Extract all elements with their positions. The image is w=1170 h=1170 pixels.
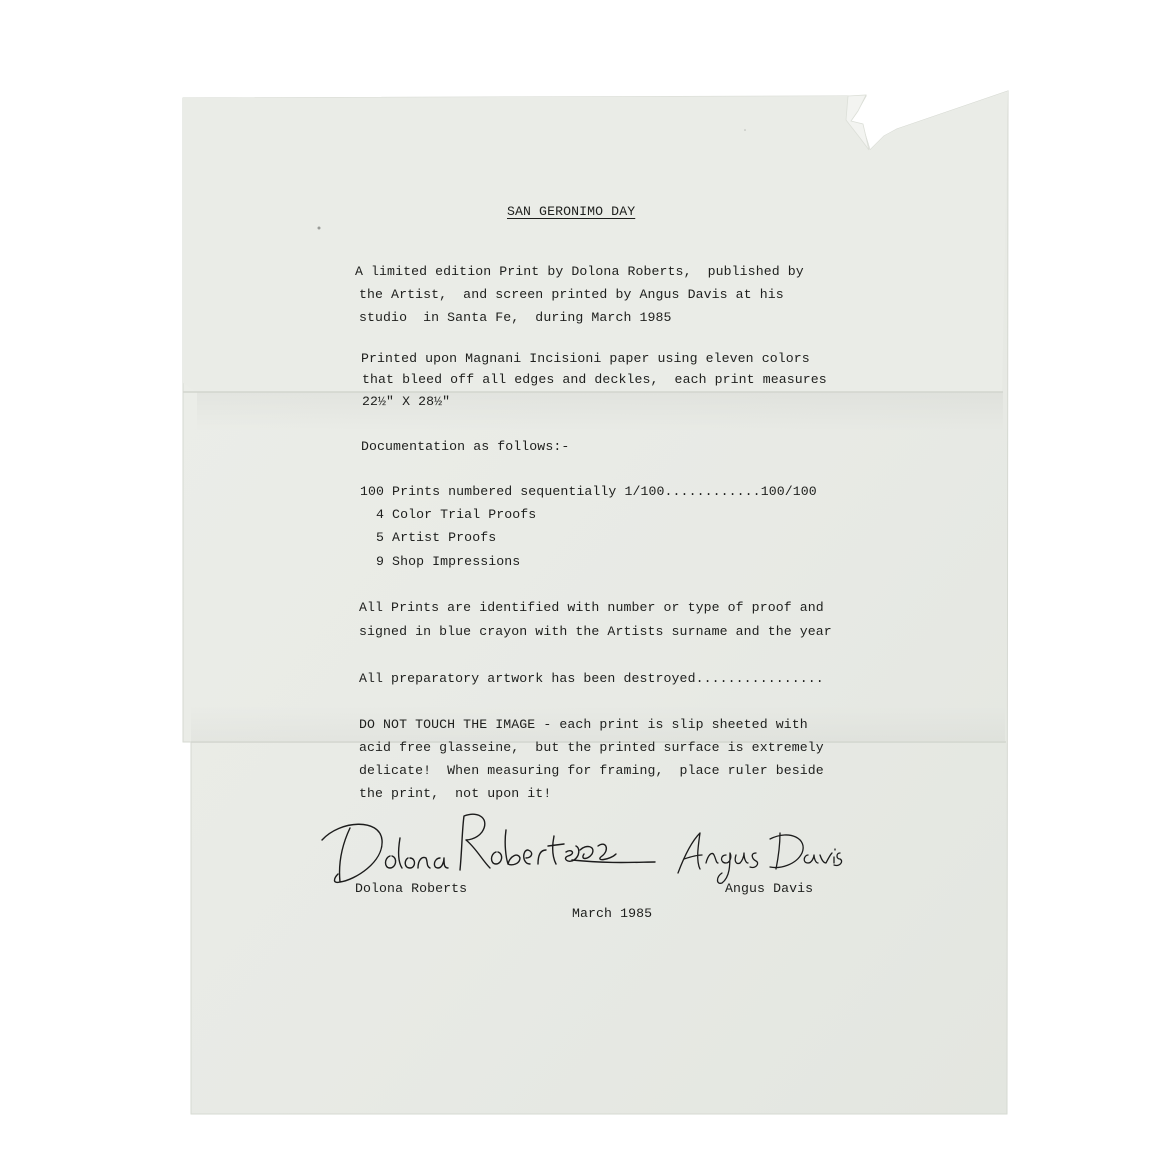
left-signer-name: Dolona Roberts [355,881,468,896]
paper-line: 22½" X 28½" [362,394,451,409]
edition-line: 9 Shop Impressions [360,554,521,569]
identification-line: signed in blue crayon with the Artists surname and the year [359,624,832,639]
intro-line: the Artist, and screen printed by Angus Davis at his [359,287,784,302]
document-date: March 1985 [572,906,653,921]
documentation-heading: Documentation as follows:- [361,439,570,454]
warning-line: acid free glasseine, but the printed surface is extremely [359,740,824,755]
paper-line: that bleed off all edges and deckles, each print measures [354,372,827,387]
warning-line: the print, not upon it! [359,786,552,801]
right-signature [670,815,845,890]
right-signer-name: Angus Davis [725,881,814,896]
paper-line: Printed upon Magnani Incisioni paper using eleven colors [361,351,810,366]
edition-line: 4 Color Trial Proofs [360,507,537,522]
identification-line: All Prints are identified with number or type of proof and [359,600,824,615]
intro-line: A limited edition Print by Dolona Roberts, published by [355,264,804,279]
destroyed-line: All preparatory artwork has been destroyed................ [359,671,824,686]
edition-line: 5 Artist Proofs [360,530,497,545]
intro-line: studio in Santa Fe, during March 1985 [359,310,672,325]
warning-line: DO NOT TOUCH THE IMAGE - each print is slip sheeted with [359,717,808,732]
edition-line: 100 Prints numbered sequentially 1/100............100/100 [360,484,817,499]
document-title: SAN GERONIMO DAY [507,204,636,219]
warning-line: delicate! When measuring for framing, place ruler beside [359,763,824,778]
